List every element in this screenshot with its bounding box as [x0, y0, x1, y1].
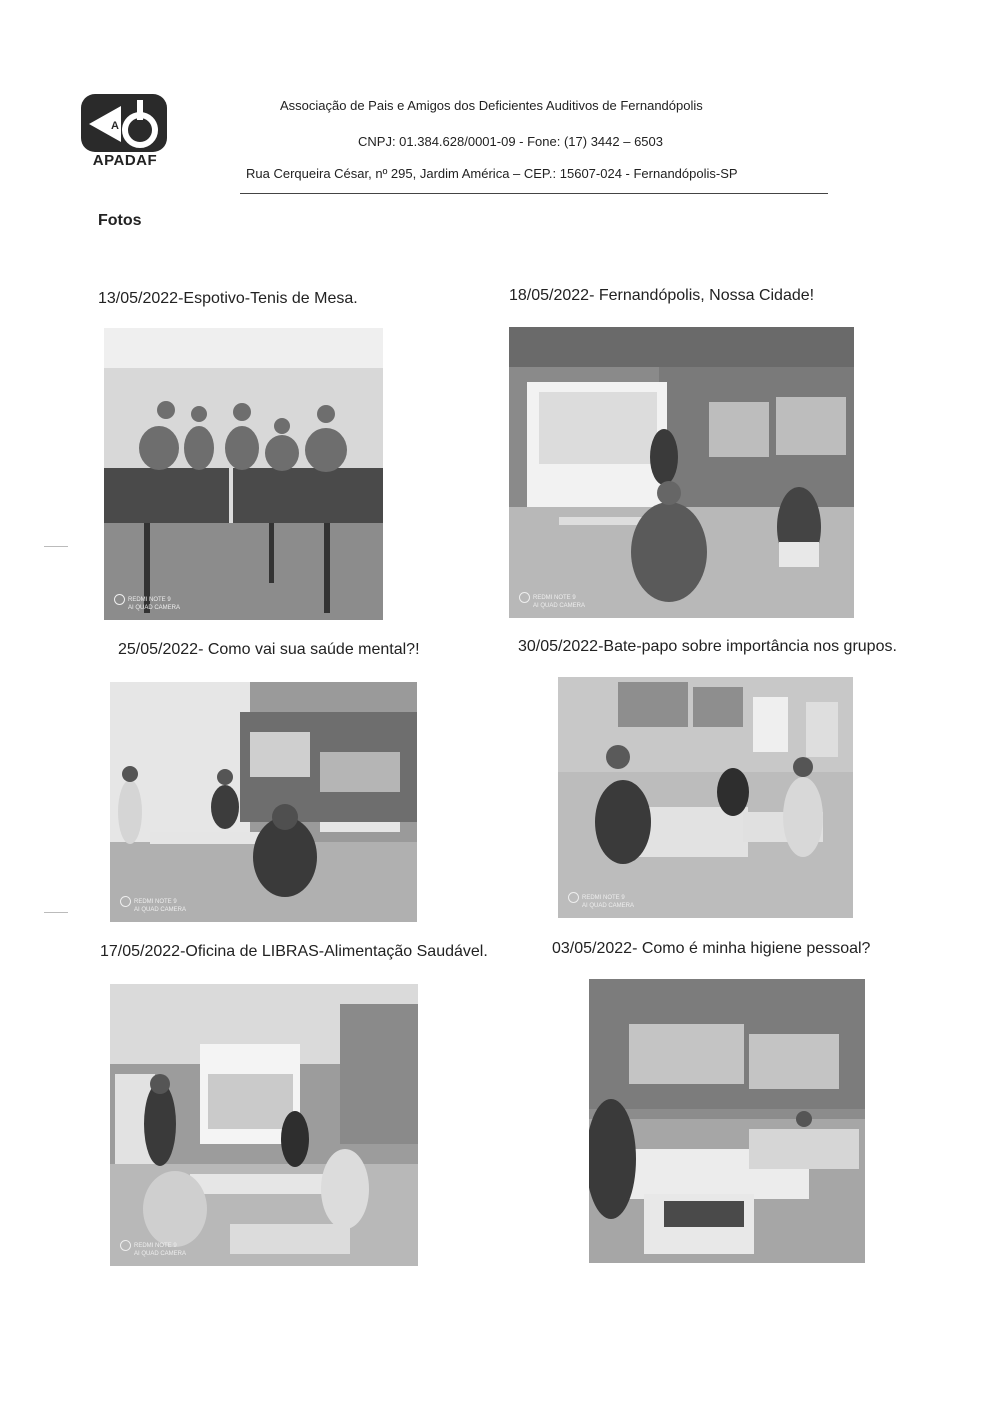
photo-watermark: REDMI NOTE 9	[128, 597, 171, 604]
photo-watermark: AI QUAD CAMERA	[134, 907, 187, 913]
logo-text: APADAF	[92, 152, 158, 169]
photo-watermark: AI QUAD CAMERA	[134, 1251, 187, 1257]
header-divider	[240, 193, 828, 194]
photo-caption: 17/05/2022-Oficina de LIBRAS-Alimentação Saudável.	[100, 943, 488, 960]
section-title: Fotos	[98, 212, 142, 229]
photo-watermark: REDMI NOTE 9	[134, 1243, 177, 1250]
photo-caption: 30/05/2022-Bate-papo sobre importância nos grupos.	[518, 638, 897, 655]
photo-mental-health	[110, 682, 417, 922]
organization-name: Associação de Pais e Amigos dos Deficientes Auditivos de Fernandópolis	[280, 98, 703, 113]
photo-watermark: REDMI NOTE 9	[134, 899, 177, 906]
photo-caption: 03/05/2022- Como é minha higiene pessoal?	[552, 940, 871, 957]
photo-table-tennis	[104, 328, 383, 620]
logo-mark	[81, 94, 167, 152]
scan-mark	[44, 546, 68, 547]
address: Rua Cerqueira César, nº 295, Jardim América – CEP.: 15607-024 - Fernandópolis-SP	[246, 166, 738, 181]
photo-caption: 18/05/2022- Fernandópolis, Nossa Cidade!	[509, 287, 815, 304]
photo-caption: 13/05/2022-Espotivo-Tenis de Mesa.	[98, 290, 358, 307]
logo-ear-symbol	[81, 94, 167, 152]
apadaf-logo	[80, 92, 170, 174]
photo-watermark: AI QUAD CAMERA	[533, 603, 586, 609]
photo-watermark: REDMI NOTE 9	[582, 895, 625, 902]
logo-letter: A	[111, 120, 119, 132]
photo-libras-workshop	[110, 984, 418, 1266]
photo-presentation-city	[509, 327, 854, 618]
photo-watermark: AI QUAD CAMERA	[582, 903, 635, 909]
photo-personal-hygiene	[589, 979, 865, 1263]
photo-group-chat	[558, 677, 853, 918]
cnpj-phone: CNPJ: 01.384.628/0001-09 - Fone: (17) 3442 – 6503	[358, 134, 663, 149]
photo-watermark: AI QUAD CAMERA	[128, 605, 181, 611]
photo-caption: 25/05/2022- Como vai sua saúde mental?!	[118, 641, 420, 658]
scan-mark	[44, 912, 68, 913]
photo-watermark: REDMI NOTE 9	[533, 595, 576, 602]
